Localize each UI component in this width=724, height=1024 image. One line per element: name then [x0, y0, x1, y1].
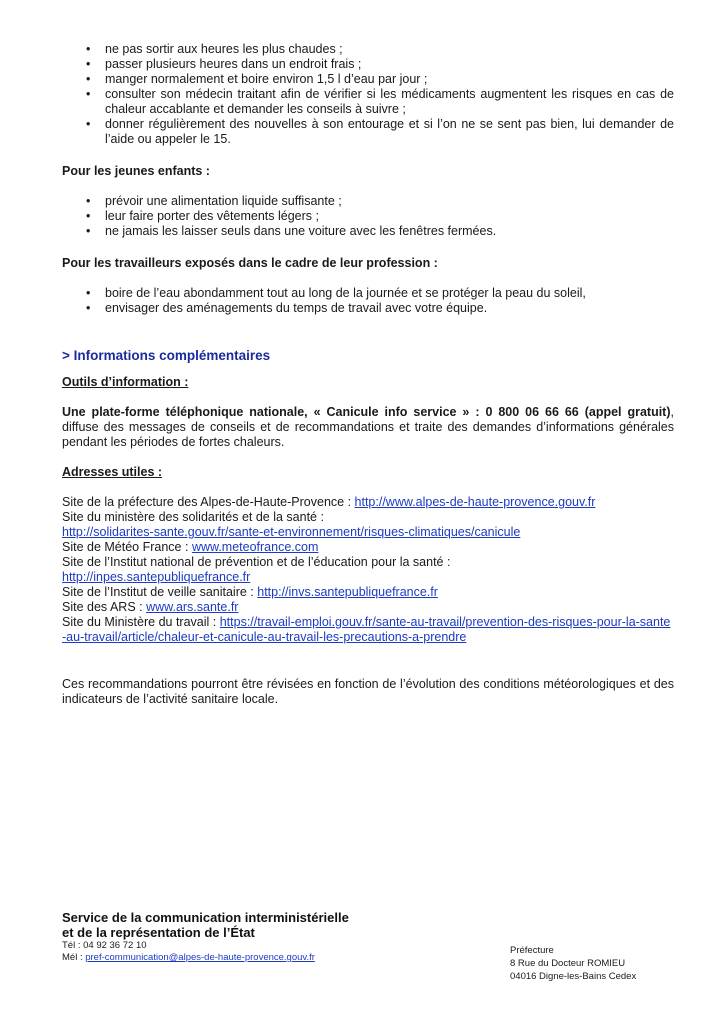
ars-link[interactable]: www.ars.sante.fr [146, 600, 239, 614]
list-item: • envisager des aménagements du temps de travail avec votre équipe. [62, 301, 674, 316]
list-item: • boire de l’eau abondamment tout au long de la journée et se protéger la peau du soleil, [62, 286, 674, 301]
children-heading: Pour les jeunes enfants : [62, 164, 210, 178]
address-line: 8 Rue du Docteur ROMIEU [510, 958, 626, 969]
footer-title-line1: Service de la communication interministérielle [62, 910, 349, 925]
address-label: Site de l’Institut de veille sanitaire : [62, 585, 258, 599]
footer-title-line2: et de la représentation de l’État [62, 925, 255, 940]
platform-paragraph [62, 405, 674, 450]
address-label: Site des ARS : [62, 600, 147, 614]
address-meteo [62, 540, 674, 555]
addresses-block [62, 495, 674, 645]
meteo-link[interactable]: www.meteofrance.com [191, 540, 319, 554]
address-travail [62, 615, 674, 645]
addresses-heading: Adresses utiles : [62, 465, 163, 479]
footer-address [510, 944, 636, 983]
platform-text: , diffuse des messages de conseils et de recommandations et traite des demandes d’informations générales pendant les périodes de fortes chaleurs. [62, 405, 674, 449]
platform-bold-text: Une plate-forme téléphonique nationale, « Canicule info service » : 0 800 06 66 66 (appel gratuit) [62, 405, 671, 419]
address-label: Site de la préfecture des Alpes-de-Haute-Provence : [62, 495, 355, 509]
address-prefecture [62, 495, 674, 510]
address-label: Site de Météo France : [62, 540, 192, 554]
list-item: • leur faire porter des vêtements légers ; [62, 209, 674, 224]
address-line: Préfecture [510, 945, 554, 956]
section-title: > Informations complémentaires [62, 348, 271, 363]
general-advice-list [62, 42, 674, 147]
list-item: • ne pas sortir aux heures les plus chaudes ; [62, 42, 674, 57]
address-label: Site du Ministère du travail : [62, 615, 220, 629]
footer-tel: Tél : 04 92 36 72 10 [62, 940, 147, 951]
address-ars [62, 600, 674, 615]
closing-paragraph: Ces recommandations pourront être révisées en fonction de l’évolution des conditions météorologiques et des indicateurs de l’activité sanitaire locale. [62, 677, 674, 706]
invs-link[interactable]: http://invs.santepubliquefrance.fr [257, 585, 438, 599]
ministere-sante-link[interactable]: http://solidarites-sante.gouv.fr/sante-et-environnement/risques-climatiques/canicule [62, 525, 521, 539]
list-item: • ne jamais les laisser seuls dans une voiture avec les fenêtres fermées. [62, 224, 674, 239]
address-inpes-label: Site de l’Institut national de prévention et de l’éducation pour la santé : [62, 555, 451, 569]
list-item: • consulter son médecin traitant afin de vérifier si les médicaments augmentent les risques en cas de chaleur accablante et demander les conseils à suivre ; [62, 87, 674, 117]
mel-label: Mél : [62, 952, 86, 963]
address-line: 04016 Digne-les-Bains Cedex [510, 971, 637, 982]
list-item: • prévoir une alimentation liquide suffisante ; [62, 194, 674, 209]
address-invs [62, 585, 674, 600]
address-ministere-sante-label: Site du ministère des solidarités et de la santé : [62, 510, 324, 524]
workers-advice-list [62, 286, 674, 316]
email-link[interactable]: pref-communication@alpes-de-haute-provence.gouv.fr [85, 952, 315, 963]
children-advice-list [62, 194, 674, 239]
list-item: • manger normalement et boire environ 1,5 l d’eau par jour ; [62, 72, 674, 87]
prefecture-link[interactable]: http://www.alpes-de-haute-provence.gouv.fr [354, 495, 596, 509]
travail-link[interactable]: https://travail-emploi.gouv.fr/sante-au-travail/prevention-des-risques-pour-la-sante-au-travail/article/chaleur-et-canicule-au-travail-les-precautions-a-prendre [62, 615, 671, 644]
workers-heading: Pour les travailleurs exposés dans le cadre de leur profession : [62, 256, 438, 270]
inpes-link[interactable]: http://inpes.santepubliquefrance.fr [62, 570, 251, 584]
tools-heading: Outils d’information : [62, 375, 189, 389]
list-item: • passer plusieurs heures dans un endroit frais ; [62, 57, 674, 72]
document-body [62, 42, 674, 707]
list-item: • donner régulièrement des nouvelles à son entourage et si l’on ne se sent pas bien, lui demander de l’aide ou appeler le 15. [62, 117, 674, 147]
